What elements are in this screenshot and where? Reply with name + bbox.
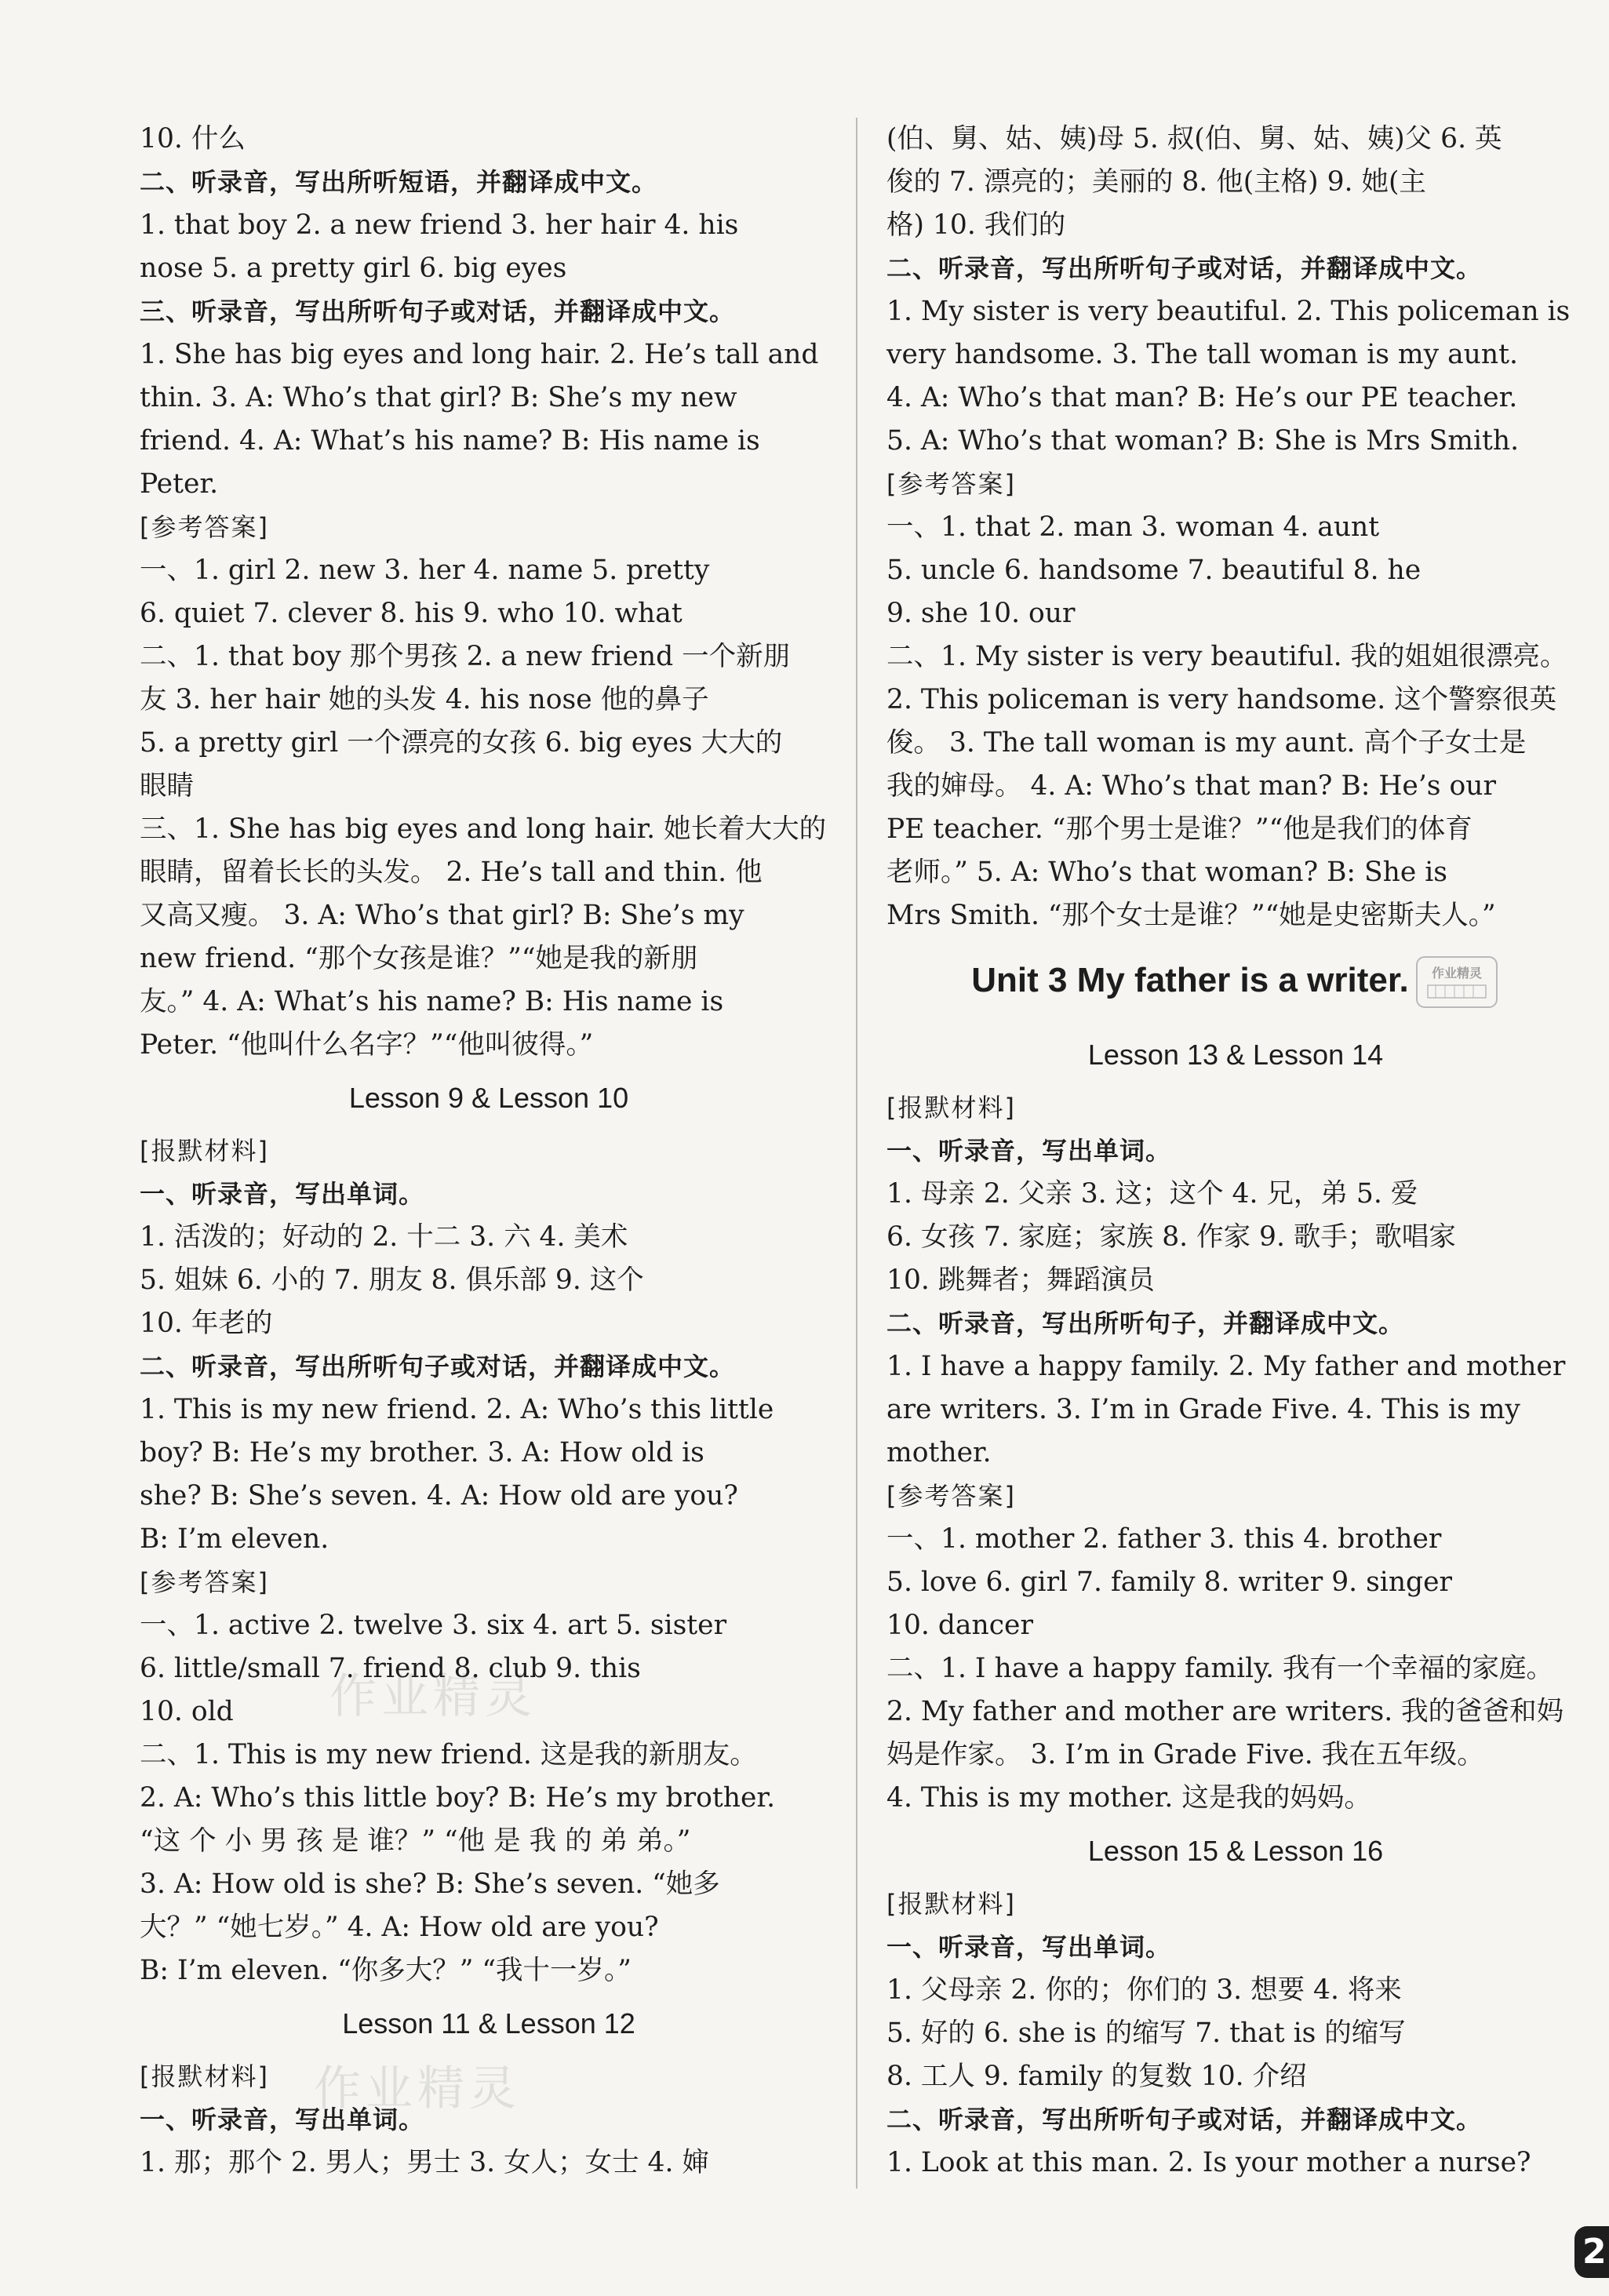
text-line: B: I’m eleven. “你多大？” “我十一岁。” bbox=[140, 1955, 632, 1986]
section-heading: 二、听录音，写出所听句子或对话，并翻译成中文。 bbox=[886, 253, 1483, 283]
page-number-tab: 2 bbox=[1574, 2226, 1609, 2278]
text-line: 2. This policeman is very handsome. 这个警察很英 bbox=[886, 684, 1557, 715]
unit-heading bbox=[886, 937, 1585, 1024]
dictation-tag: [报默材料] bbox=[140, 2061, 269, 2091]
text-line: 1. 父母亲 2. 你的；你们的 3. 想要 4. 将来 bbox=[886, 1974, 1402, 2006]
section-heading: 三、听录音，写出所听句子或对话，并翻译成中文。 bbox=[140, 297, 736, 326]
text-line: 1. 那；那个 2. 男人；男士 3. 女人；女士 4. 婶 bbox=[140, 2147, 709, 2178]
text-line: 友。” 4. A: What’s his name? B: His name is bbox=[140, 986, 724, 1017]
lesson-heading: Lesson 13 & Lesson 14 bbox=[1087, 1039, 1384, 1071]
text-line: 二、1. My sister is very beautiful. 我的姐姐很漂亮。 bbox=[886, 641, 1567, 672]
svg-text:作业精灵: 作业精灵 bbox=[1431, 966, 1482, 981]
text-line: 5. a pretty girl 一个漂亮的女孩 6. big eyes 大大的 bbox=[140, 727, 783, 759]
dictation-tag: [报默材料] bbox=[140, 1136, 269, 1166]
text-line: 10. 什么 bbox=[140, 123, 246, 155]
text-line: boy? B: He’s my brother. 3. A: How old is bbox=[140, 1437, 704, 1468]
text-line: 4. A: Who’s that man? B: He’s our PE teacher. bbox=[886, 382, 1518, 413]
text-line: 友 3. her hair 她的头发 4. his nose 他的鼻子 bbox=[140, 684, 709, 715]
text-line: 妈是作家。 3. I’m in Grade Five. 我在五年级。 bbox=[886, 1739, 1484, 1770]
text-line: 我的婶母。 4. A: Who’s that man? B: He’s our bbox=[886, 770, 1496, 802]
text-line: 1. I have a happy family. 2. My father and mother bbox=[886, 1351, 1566, 1382]
text-line: B: I’m eleven. bbox=[140, 1523, 329, 1555]
text-line: 一、1. girl 2. new 3. her 4. name 5. pretty bbox=[140, 555, 710, 586]
section-heading: 一、听录音，写出单词。 bbox=[140, 2105, 425, 2134]
text-line: 3. A: How old is she? B: She’s seven. “她多 bbox=[140, 1868, 720, 1900]
text-line: 10. dancer bbox=[886, 1610, 1033, 1641]
section-heading: 二、听录音，写出所听短语，并翻译成中文。 bbox=[140, 167, 658, 197]
text-line: 一、1. that 2. man 3. woman 4. aunt bbox=[886, 511, 1380, 543]
column-divider bbox=[856, 118, 857, 2189]
answer-key-tag: [参考答案] bbox=[140, 1567, 269, 1597]
text-line: 6. little/small 7. friend 8. club 9. this bbox=[140, 1653, 641, 1684]
text-line: 二、1. that boy 那个男孩 2. a new friend 一个新朋 bbox=[140, 641, 791, 672]
text-line: 1. 活泼的；好动的 2. 十二 3. 六 4. 美术 bbox=[140, 1221, 628, 1253]
text-line: 9. she 10. our bbox=[886, 598, 1076, 629]
section-heading: 一、听录音，写出单词。 bbox=[886, 1932, 1172, 1962]
text-line: 一、1. mother 2. father 3. this 4. brother bbox=[886, 1523, 1442, 1555]
answer-key-tag: [参考答案] bbox=[886, 469, 1016, 499]
text-line: 6. 女孩 7. 家庭；家族 8. 作家 9. 歌手；歌唱家 bbox=[886, 1221, 1456, 1253]
text-line: nose 5. a pretty girl 6. big eyes bbox=[140, 253, 567, 284]
lesson-heading: Lesson 9 & Lesson 10 bbox=[348, 1082, 629, 1114]
text-line: 俊。 3. The tall woman is my aunt. 高个子女士是 bbox=[886, 727, 1527, 759]
section-heading: 一、听录音，写出单词。 bbox=[140, 1179, 425, 1209]
watermark-1: 作业精灵 bbox=[329, 1669, 537, 1724]
text-line: 1. My sister is very beautiful. 2. This policeman is bbox=[886, 296, 1571, 327]
text-line: she? B: She’s seven. 4. A: How old are you? bbox=[140, 1480, 738, 1512]
text-line: 一、1. active 2. twelve 3. six 4. art 5. sister bbox=[140, 1610, 727, 1641]
text-line: 5. uncle 6. handsome 7. beautiful 8. he bbox=[886, 555, 1422, 586]
text-line: very handsome. 3. The tall woman is my aunt. bbox=[886, 339, 1518, 370]
section-heading: 二、听录音，写出所听句子，并翻译成中文。 bbox=[886, 1308, 1405, 1338]
text-line: 1. She has big eyes and long hair. 2. He’s tall and bbox=[140, 339, 819, 370]
text-line: 2. A: Who’s this little boy? B: He’s my brother. bbox=[140, 1782, 776, 1814]
text-line: 8. 工人 9. family 的复数 10. 介绍 bbox=[886, 2061, 1307, 2092]
left-column bbox=[140, 118, 838, 2185]
watermark-2: 作业精灵 bbox=[314, 2061, 521, 2116]
text-line: 1. 母亲 2. 父亲 3. 这；这个 4. 兄，弟 5. 爱 bbox=[886, 1178, 1418, 1210]
text-line: 二、1. This is my new friend. 这是我的新朋友。 bbox=[140, 1739, 757, 1770]
text-line: 眼睛，留着长长的头发。 2. He’s tall and thin. 他 bbox=[140, 857, 763, 888]
answer-key-tag: [参考答案] bbox=[886, 1481, 1016, 1511]
text-line: Peter. bbox=[140, 468, 219, 500]
section-heading: 二、听录音，写出所听句子或对话，并翻译成中文。 bbox=[140, 1352, 736, 1381]
text-line: 5. A: Who’s that woman? B: She is Mrs Smith. bbox=[886, 425, 1520, 457]
text-line: 10. 年老的 bbox=[140, 1308, 273, 1339]
section-heading: 二、听录音，写出所听句子或对话，并翻译成中文。 bbox=[886, 2105, 1483, 2134]
text-line: 又高又瘦。 3. A: Who’s that girl? B: She’s my bbox=[140, 900, 744, 931]
text-line: “这 个 小 男 孩 是 谁？” “他 是 我 的 弟 弟。” bbox=[140, 1825, 691, 1857]
section-heading: 一、听录音，写出单词。 bbox=[886, 1136, 1172, 1166]
text-line: 三、1. She has big eyes and long hair. 她长着大大的 bbox=[140, 813, 827, 845]
dictation-tag: [报默材料] bbox=[886, 1093, 1016, 1123]
text-line: 2. My father and mother are writers. 我的爸爸和妈 bbox=[886, 1696, 1564, 1727]
text-line: 10. 跳舞者；舞蹈演员 bbox=[886, 1264, 1155, 1296]
text-line: 格) 10. 我们的 bbox=[886, 209, 1066, 241]
text-line: 10. old bbox=[140, 1696, 234, 1727]
text-line: 老师。” 5. A: Who’s that woman? B: She is bbox=[886, 857, 1447, 888]
text-line: new friend. “那个女孩是谁？”“她是我的新朋 bbox=[140, 943, 698, 974]
text-line: Mrs Smith. “那个女士是谁？”“她是史密斯夫人。” bbox=[886, 900, 1496, 931]
text-line: 二、1. I have a happy family. 我有一个幸福的家庭。 bbox=[886, 1653, 1554, 1684]
text-line: Peter. “他叫什么名字？”“他叫彼得。” bbox=[140, 1029, 594, 1061]
text-line: 4. This is my mother. 这是我的妈妈。 bbox=[886, 1782, 1371, 1814]
text-line: 5. 姐妹 6. 小的 7. 朋友 8. 俱乐部 9. 这个 bbox=[140, 1264, 644, 1296]
text-line: 1. that boy 2. a new friend 3. her hair 4. his bbox=[140, 209, 739, 241]
text-line: 大？” “她七岁。” 4. A: How old are you? bbox=[140, 1912, 659, 1943]
lesson-heading: Lesson 11 & Lesson 12 bbox=[342, 2007, 635, 2039]
text-line: 6. quiet 7. clever 8. his 9. who 10. what bbox=[140, 598, 683, 629]
text-line: (伯、舅、姑、姨)母 5. 叔(伯、舅、姑、姨)父 6. 英 bbox=[886, 123, 1502, 155]
text-line: friend. 4. A: What’s his name? B: His name is bbox=[140, 425, 760, 457]
dictation-tag: [报默材料] bbox=[886, 1889, 1016, 1919]
text-line: 俊的 7. 漂亮的；美丽的 8. 他(主格) 9. 她(主 bbox=[886, 166, 1426, 198]
stamp-logo-icon bbox=[1414, 951, 1500, 1013]
text-line: 眼睛 bbox=[140, 770, 194, 802]
text-line: thin. 3. A: Who’s that girl? B: She’s my new bbox=[140, 382, 737, 413]
text-line: 1. Look at this man. 2. Is your mother a nurse? bbox=[886, 2147, 1531, 2178]
text-line: PE teacher. “那个男士是谁？”“他是我们的体育 bbox=[886, 813, 1472, 845]
lesson-heading: Lesson 15 & Lesson 16 bbox=[1087, 1835, 1384, 1867]
answer-key-tag: [参考答案] bbox=[140, 512, 269, 542]
right-column bbox=[886, 118, 1585, 2185]
text-line: 5. love 6. girl 7. family 8. writer 9. singer bbox=[886, 1566, 1453, 1598]
text-line: 5. 好的 6. she is 的缩写 7. that is 的缩写 bbox=[886, 2018, 1406, 2049]
unit-title: Unit 3 My father is a writer. bbox=[971, 961, 1409, 999]
text-line: mother. bbox=[886, 1437, 992, 1468]
text-line: are writers. 3. I’m in Grade Five. 4. This is my bbox=[886, 1394, 1520, 1425]
text-line: 1. This is my new friend. 2. A: Who’s this little bbox=[140, 1394, 774, 1425]
